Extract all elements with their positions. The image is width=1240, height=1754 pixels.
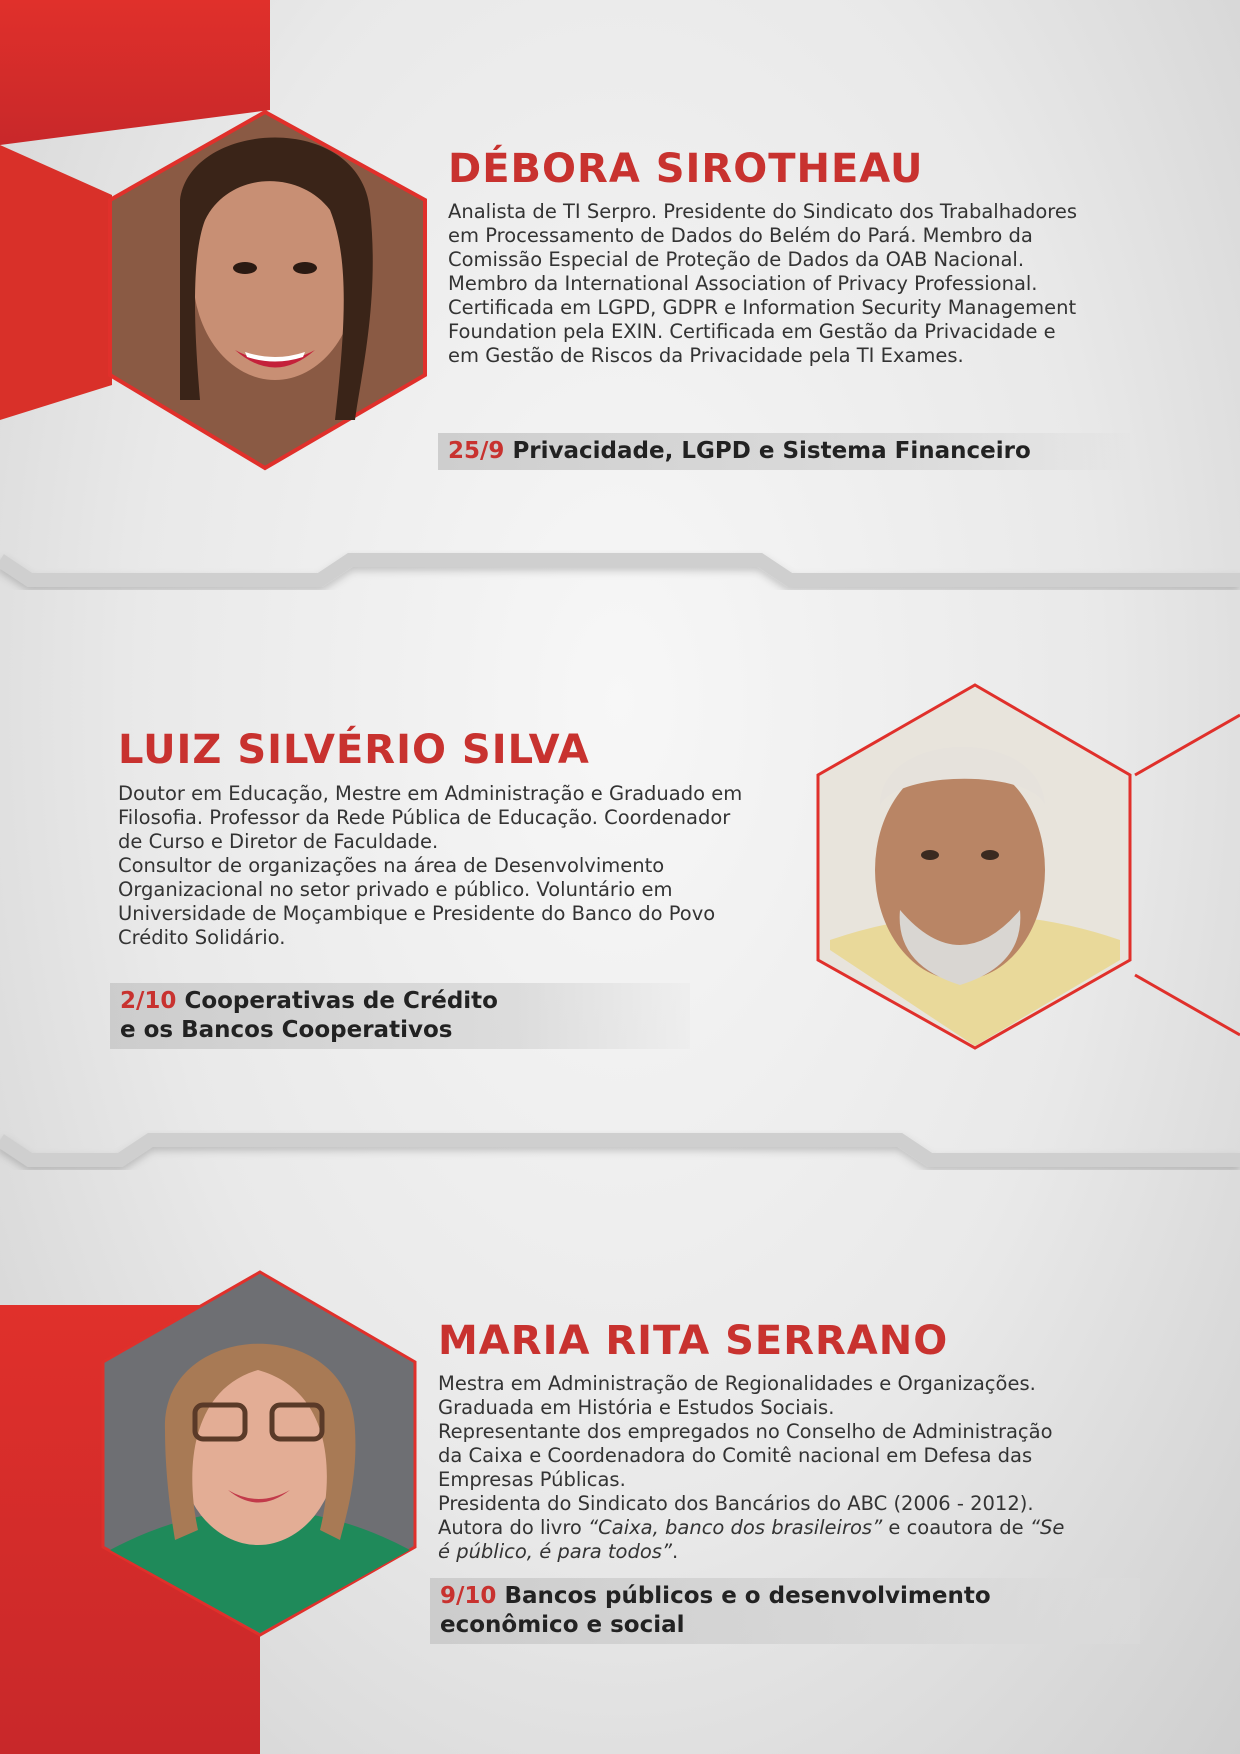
portrait-luiz [818,685,1130,1048]
band-line-2 [0,1140,1240,1160]
speaker-1-talk [438,433,1130,470]
talk-title-line2: e os Bancos Cooperativos [120,1017,453,1043]
speaker-3-talk [430,1578,1140,1644]
red-block-left-1 [0,145,112,420]
talk-title-line1: Bancos públicos e o desenvolvimento [504,1583,991,1609]
speaker-3-name: MARIA RITA SERRANO [438,1318,949,1364]
talk-title-line2: econômico e social [440,1612,685,1638]
red-line-right-2 [1135,975,1240,1035]
speaker-1-bio: Analista de TI Serpro. Presidente do Sindicato dos Trabalhadores em Processamento de Dados do Belém do Pará. Membro da Comissão Especial de Proteção de Dados da OAB Nacional. Membro da International Association of Privacy Professional. Certificada em LGPD, GDPR e Information Security Management Foundation pela EXIN. Certificada em Gestão da Privacidade e em Gestão de Riscos da Privacidade pela TI Exames. [448,200,1078,367]
talk-title-line1: Cooperativas de Crédito [184,988,498,1014]
speaker-2-name: LUIZ SILVÉRIO SILVA [118,727,590,773]
red-block-top-left [0,0,270,145]
speaker-1-name: DÉBORA SIROTHEAU [448,146,924,192]
portrait-debora [110,112,425,468]
talk-date: 2/10 [120,988,177,1014]
talk-title: Privacidade, LGPD e Sistema Financeiro [512,438,1031,464]
band-line-1 [0,560,1240,580]
speaker-2-bio: Doutor em Educação, Mestre em Administração e Graduado em Filosofia. Professor da Rede Pública de Educação. Coordenador de Curso e Diretor de Faculdade. Consultor de organizações na área de Desenvolvimento Organizacional no setor privado e público. Voluntário em Universidade de Moçambique e Presidente do Banco do Povo Crédito Solidário. [118,782,743,949]
talk-date: 9/10 [440,1583,497,1609]
speaker-3-bio: Mestra em Administração de Regionalidades e Organizações. Graduada em História e Estudos Sociais. Representante dos empregados no Conselho de Administração da Caixa e Coordenadora do Comitê nacional em Defesa das Empresas Públicas. Presidenta do Sindicato dos Bancários do ABC (2006 - 2012). Autora do livro “Caixa, banco dos brasileiros” e coautora de “Se é público, é para todos”. [438,1372,1065,1563]
talk-date: 25/9 [448,438,505,464]
red-line-right-1 [1135,715,1240,775]
speaker-2-talk [110,983,690,1049]
